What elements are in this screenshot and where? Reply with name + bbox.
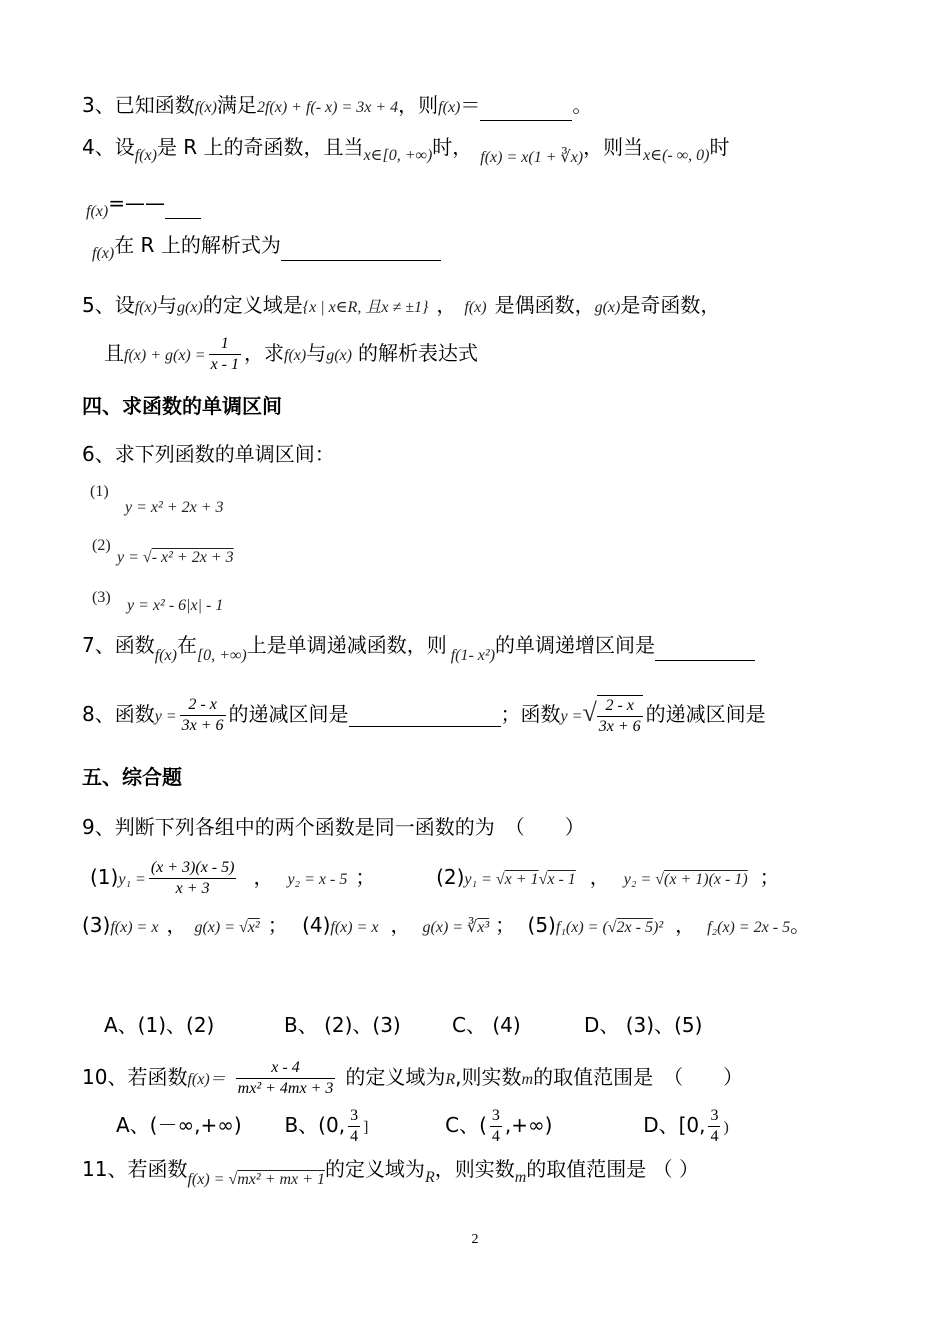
q9-option-a: A、(1)、(2) [104, 1013, 215, 1037]
q9-p3-end: ； [267, 913, 288, 937]
q11-R: R [424, 1169, 435, 1186]
q7-text2: 上是单调递减函数，则 [246, 633, 447, 657]
q4-answer-blank-2 [281, 238, 441, 261]
q5-lhs: f(x) + g(x) = [124, 347, 206, 364]
q7-text1: 在 [176, 633, 197, 657]
q8-text1: 的递减区间是 [228, 702, 349, 726]
q11-radicand: mx² + mx + 1 [237, 1171, 325, 1188]
q5-text2: 的定义域是 [202, 293, 303, 317]
q9-p1-sep: ， [253, 865, 274, 889]
q11-text3: 的取值范围是 （ ） [526, 1157, 699, 1181]
q9-p4-label: (4) [302, 913, 331, 937]
q10-number: 10、若函数 [82, 1065, 188, 1089]
q4-line3 [92, 232, 441, 261]
q9-p1-fraction [149, 858, 237, 899]
q4-number: 4、设 [82, 135, 135, 159]
q3-text: 满足 [216, 93, 257, 117]
q4-answer-blank-1 [165, 196, 201, 219]
q6-item-2 [92, 536, 234, 565]
q4-text6: 在 R 上的解析式为 [114, 233, 281, 257]
q5-gx: g(x) [176, 299, 203, 316]
question-9: 9、判断下列各组中的两个函数是同一函数的为 （ ） [82, 815, 585, 839]
q9-p5-f2: f₂(x) = 2x - 5 [707, 919, 791, 936]
q9-p2-end: ； [759, 865, 780, 889]
q9-pairs-row-2 [82, 912, 810, 941]
q5-text4: 是偶函数， [494, 293, 595, 317]
q4-text4: 时 [709, 135, 730, 159]
section-4-heading: 四、求函数的单调区间 [82, 394, 282, 418]
q8-y2: y = [560, 708, 583, 725]
q5-fx3: f(x) [284, 347, 307, 364]
q9-p3-gx: g(x) = [194, 919, 240, 936]
q10-option-c: C、( [445, 1113, 487, 1137]
question-11 [82, 1156, 699, 1188]
section-5-heading: 五、综合题 [82, 765, 182, 789]
q6-item-3-expr: y = x² - 6|x| - 1 [127, 597, 224, 614]
q10-text1: 的定义域为 [345, 1065, 446, 1089]
question-3 [82, 92, 592, 121]
q10-options [116, 1102, 729, 1151]
q4-line2 [86, 190, 201, 219]
q8-fraction-1 [180, 695, 226, 736]
q8-answer-blank [349, 704, 501, 727]
question-4 [82, 134, 730, 166]
q9-p3-sep: ， [166, 913, 187, 937]
q9-p2-sqrt-1: √ [495, 871, 505, 888]
q6-item-1-expr: y = x² + 2x + 3 [125, 499, 224, 516]
q5-numerator: 1 [220, 335, 229, 352]
q9-p4-end: ； [495, 913, 516, 937]
q9-p2-sqrt-3: √ [655, 871, 665, 888]
q4-fx2: f(x) [86, 203, 109, 220]
q9-p4-radicand: x³ [477, 919, 490, 936]
q5-fx2: f(x) [464, 299, 487, 316]
q5-gx2: g(x) [594, 299, 621, 316]
question-10 [82, 1054, 743, 1103]
q9-option-b: B、 (2)、(3) [284, 1013, 401, 1037]
q8-text2: ；函数 [500, 702, 561, 726]
q11-sqrt: √ [228, 1171, 238, 1188]
q10-option-d-fraction [708, 1106, 720, 1147]
q10-denominator: mx² + 4mx + 3 [237, 1080, 334, 1097]
q10-option-c-fraction [490, 1106, 502, 1147]
q8-y1: y = [154, 708, 177, 725]
q11-fx: f(x) = [187, 1171, 229, 1188]
q7-answer-blank [655, 638, 755, 661]
q10-option-b-fraction [348, 1106, 360, 1147]
q10-m: m [521, 1071, 534, 1088]
q6-item-1 [90, 482, 224, 516]
q8-denominator-2: 3x + 6 [598, 717, 641, 735]
q9-p5-label: (5) [527, 913, 556, 937]
q4-blank-text: =—— [108, 191, 165, 215]
q6-item-1-number: (1) [90, 483, 109, 500]
q9-p5-radicand: 2x - 5 [616, 919, 653, 936]
q7-fx: f(x) [154, 647, 177, 664]
q5-text9: 的解析表达式 [357, 341, 478, 365]
q5-text6: 且 [104, 341, 124, 365]
q10-text3: 的取值范围是 （ ） [533, 1065, 744, 1089]
q5-fraction [209, 334, 241, 375]
q8-text3: 的递减区间是 [645, 702, 766, 726]
q11-number: 11、若函数 [82, 1157, 188, 1181]
q9-p1-denominator: x + 3 [149, 878, 237, 899]
q9-p1-label: (1) [90, 865, 119, 889]
page-number: 2 [471, 1232, 479, 1247]
q4-cond2: x∈(- ∞, 0) [643, 147, 710, 164]
q9-p1-end: ； [355, 865, 376, 889]
q9-p3-fx: f(x) = x [110, 919, 159, 936]
q9-p4-fx: f(x) = x [330, 919, 379, 936]
q8-numerator-1: 2 - x [188, 696, 217, 713]
q3-fx: f(x) [194, 99, 217, 116]
question-6: 6、求下列函数的单调区间： [82, 442, 335, 466]
q10-fraction [236, 1058, 336, 1099]
q9-p2-radicand-3: (x + 1)(x - 1) [664, 871, 748, 888]
q9-p2-radicand-1: x + 1 [504, 871, 539, 888]
q5-text5: 是奇函数， [620, 293, 721, 317]
q5-text1: 与 [156, 293, 177, 317]
q9-p2-label: (2) [436, 865, 465, 889]
q9-p2-y2: y₂ = [623, 871, 656, 888]
q9-option-d: D、 (3)、(5) [584, 1013, 703, 1037]
q6-item-3 [92, 582, 224, 614]
q5-number: 5、设 [82, 293, 135, 317]
q9-p2-y1: y₁ = [464, 871, 496, 888]
q10-option-b-end: ] [363, 1119, 369, 1136]
q10-option-d-num: 3 [710, 1107, 719, 1124]
q8-sqrt: √ [582, 698, 597, 727]
q4-text2: 时， [432, 135, 473, 159]
q10-option-c-num: 3 [491, 1107, 500, 1124]
q9-p4-gx: g(x) = ∛ [422, 919, 478, 936]
q7-number: 7、函数 [82, 633, 155, 657]
q3-text2: ，则 [398, 93, 439, 117]
q3-equation: 2f(x) + f(- x) = 3x + 4 [256, 99, 399, 116]
q9-p3-radicand: x² [247, 919, 260, 936]
q10-fx: f(x)＝ [187, 1071, 226, 1088]
q7-interval: [0, +∞) [196, 647, 247, 664]
q7-composite: f(1- x²) [450, 647, 496, 664]
q3-fx2: f(x) [438, 99, 461, 116]
q4-equation: f(x) = x(1 + ∛x) [480, 149, 584, 166]
question-7 [82, 632, 755, 664]
q4-text1: 是 R 上的奇函数，且当 [156, 135, 364, 159]
q11-m: m [514, 1169, 527, 1186]
q3-end: 。 [572, 93, 593, 117]
q9-p2-radicand-2: x - 1 [547, 871, 576, 888]
q3-answer-blank [480, 98, 572, 121]
q9-p5-sqrt: √ [607, 919, 617, 936]
q7-text3: 的单调递增区间是 [495, 633, 656, 657]
q9-p5-end: 。 [790, 913, 811, 937]
q10-option-a: A、(－∞,+∞) [116, 1113, 242, 1137]
q6-item-2-radicand: - x² + 2x + 3 [151, 549, 234, 566]
q3-number: 3、已知函数 [82, 93, 195, 117]
q10-option-c-den: 4 [491, 1128, 500, 1145]
q5-text3: ， [436, 293, 457, 317]
q9-p1-y2: y₂ = x - 5 [287, 871, 348, 888]
q9-pairs-row-1 [90, 854, 780, 903]
q9-option-c: C、 (4) [452, 1013, 521, 1037]
question-8 [82, 690, 766, 740]
q9-p5-close: )² [652, 919, 664, 936]
q6-item-3-number: (3) [92, 589, 111, 606]
q4-text3: ，则当 [583, 135, 644, 159]
q10-R: R [445, 1071, 456, 1088]
question-5 [82, 292, 720, 321]
q6-item-2-number: (2) [92, 537, 111, 554]
q10-option-b-num: 3 [350, 1107, 359, 1124]
q9-p1-y1: y₁ = [118, 871, 146, 888]
q3-eq-sign: ＝ [460, 93, 481, 117]
q9-p5-sep: ， [675, 913, 696, 937]
q9-p5-f1: f₁(x) = ( [555, 919, 608, 936]
q4-cond1: x∈[0, +∞) [363, 147, 433, 164]
q6-item-2-pre: y = [117, 549, 143, 566]
q10-option-c-end: ,+∞) [504, 1113, 553, 1137]
q9-p3-label: (3) [82, 913, 111, 937]
q9-p2-sep: ， [589, 865, 610, 889]
q5-gx3: g(x) [326, 347, 352, 364]
q8-number: 8、函数 [82, 702, 155, 726]
q10-text2: ,则实数 [455, 1065, 522, 1089]
q5-fx: f(x) [134, 299, 157, 316]
q10-option-d-end: ) [723, 1119, 729, 1136]
q10-option-b: B、(0, [284, 1113, 346, 1137]
q8-fraction-2 [597, 695, 643, 737]
q5-line2 [104, 330, 478, 379]
q8-numerator-2: 2 - x [605, 696, 634, 714]
q9-p1-numerator: (x + 3)(x - 5) [150, 859, 235, 876]
q11-text1: 的定义域为 [324, 1157, 425, 1181]
q9-p4-sep: ， [390, 913, 411, 937]
q8-denominator-1: 3x + 6 [181, 717, 224, 734]
q10-option-b-den: 4 [350, 1128, 359, 1145]
q4-fx: f(x) [134, 147, 157, 164]
q5-text7: ，求 [244, 341, 284, 365]
q5-domain: {x | x∈R, 且x ≠ ±1} [302, 299, 429, 316]
q10-option-d: D、[0, [643, 1113, 706, 1137]
q9-p2-sqrt-2: √ [538, 871, 548, 888]
q11-text2: ，则实数 [434, 1157, 515, 1181]
q4-fx3: f(x) [92, 245, 115, 262]
q6-item-2-sqrt: √ [142, 549, 152, 566]
q5-text8: 与 [306, 341, 327, 365]
q10-numerator: x - 4 [271, 1059, 300, 1076]
q10-option-d-den: 4 [710, 1128, 719, 1145]
q5-denominator: x - 1 [210, 356, 239, 373]
q9-p3-sqrt: √ [239, 919, 248, 936]
